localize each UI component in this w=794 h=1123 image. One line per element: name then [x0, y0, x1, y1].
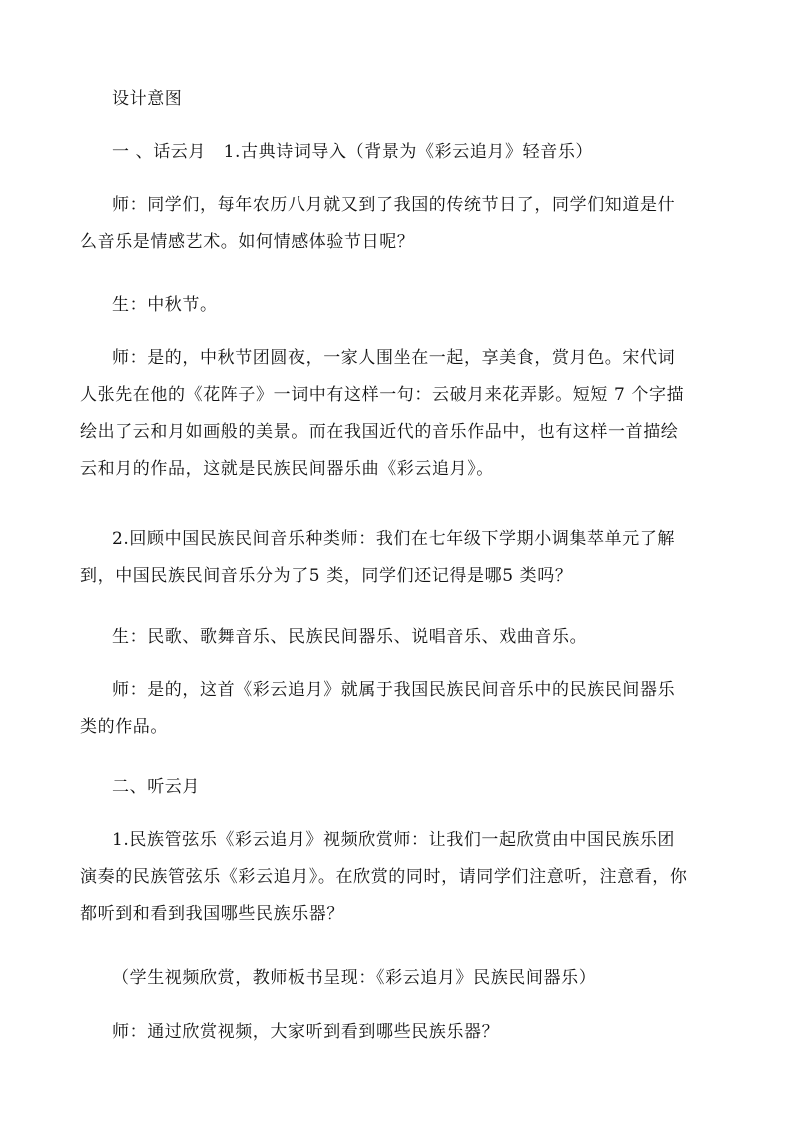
text-line: 1.民族管弦乐《彩云追月》视频欣赏师：让我们一起欣赏由中国民族乐团 [112, 830, 676, 850]
text-line: 都听到和看到我国哪些民族乐器？ [80, 904, 344, 924]
text-line: 一 、话云月 1.古典诗词导入（背景为《彩云追月》轻音乐） [112, 142, 594, 162]
text-line: 师：是的，中秋节团圆夜，一家人围坐在一起，享美食，赏月色。宋代词 [112, 348, 676, 368]
paragraph-student-five-types [112, 619, 722, 656]
text-line: 人张先在他的《花阵子》一词中有这样一句：云破月来花弄影。短短 7 个字描 [80, 385, 685, 405]
text-line: 二、听云月 [112, 777, 200, 797]
text-line: 到，中国民族民间音乐分为了5 类，同学们还记得是哪5 类吗？ [80, 566, 573, 586]
text-line: 师：是的，这首《彩云追月》就属于我国民族民间音乐中的民族民间器乐 [112, 680, 676, 700]
paragraph-teacher-intro [80, 187, 722, 261]
text-line: 师：同学们，每年农历八月就又到了我国的传统节日了，同学们知道是什 [112, 195, 676, 215]
paragraph-video-appreciation [80, 822, 722, 933]
section-heading-talk-moon [112, 134, 722, 171]
text-line: 师：通过欣赏视频，大家听到看到哪些民族乐器？ [112, 1022, 500, 1042]
paragraph-student-answer [112, 287, 722, 324]
text-line: 设计意图 [112, 89, 183, 109]
text-line: 绘出了云和月如画般的美景。而在我国近代的音乐作品中，也有这样一首描绘 [80, 422, 679, 442]
paragraph-teacher-mid-autumn [80, 340, 722, 488]
text-line: 么音乐是情感艺术。如何情感体验节日呢？ [80, 232, 415, 252]
section-heading-design-intent [112, 81, 722, 118]
paragraph-review-folk-music [80, 521, 722, 595]
text-line: 生：中秋节。 [112, 295, 218, 315]
text-line: 类的作品。 [80, 717, 168, 737]
text-line: 演奏的民族管弦乐《彩云追月》。在欣赏的同时，请同学们注意听，注意看，你 [80, 867, 688, 887]
section-heading-listen-moon [112, 769, 722, 806]
paragraph-teacher-instrumental [80, 672, 722, 746]
text-line: 生：民歌、歌舞音乐、民族民间器乐、说唱音乐、戏曲音乐。 [112, 627, 588, 647]
paragraph-board-note [112, 960, 722, 997]
paragraph-teacher-question [112, 1014, 722, 1051]
text-line: 云和月的作品，这就是民族民间器乐曲《彩云追月》。 [80, 459, 494, 479]
text-line: 2.回顾中国民族民间音乐种类师：我们在七年级下学期小调集萃单元了解 [112, 529, 676, 549]
text-line: （学生视频欣赏，教师板书呈现：《彩云追月》民族民间器乐） [112, 968, 597, 988]
